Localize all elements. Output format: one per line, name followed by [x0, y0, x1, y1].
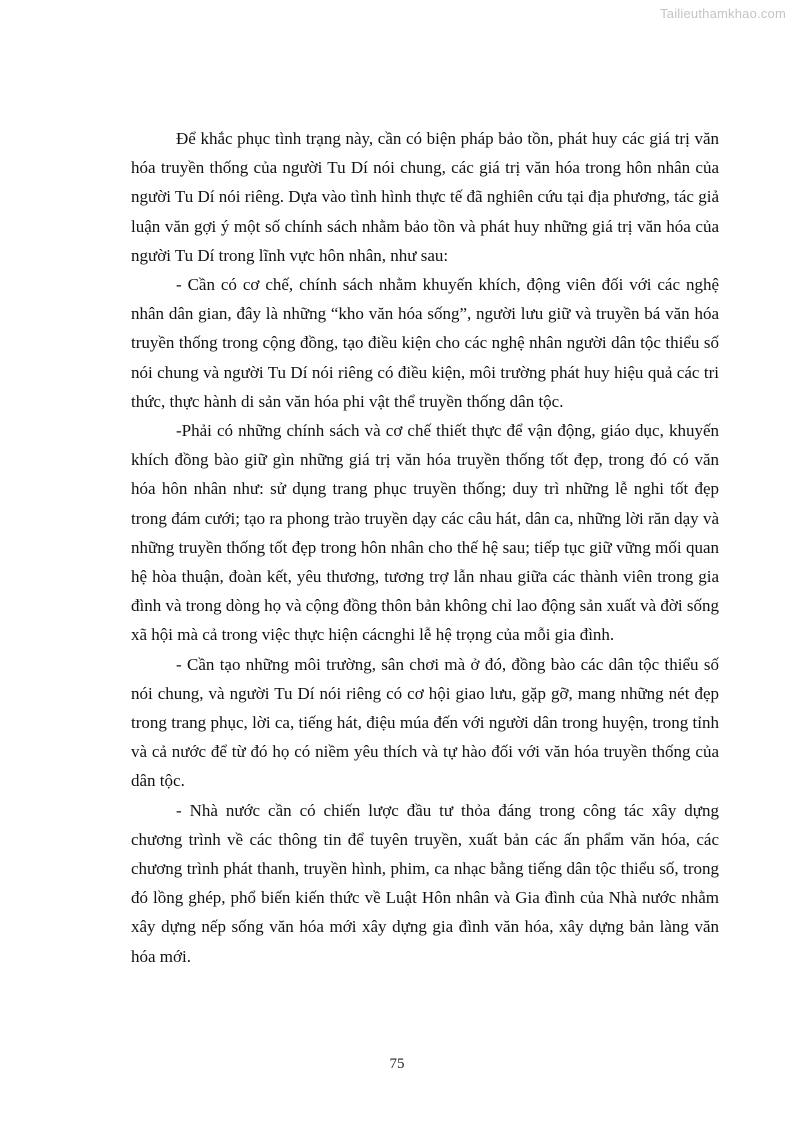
paragraph-tradition-policy: -Phải có những chính sách và cơ chế thiết thực để vận động, giáo dục, khuyến khích đồng bào giữ gìn những giá trị văn hóa truyền thống tốt đẹp, trong đó có văn hóa hôn nhân như: sử dụng trang phục truyền thống; duy trì những lễ nghi tốt đẹp trong đám cưới; tạo ra phong trào truyền dạy các câu hát, dân ca, những lời răn dạy và những truyền thống tốt đẹp trong hôn nhân cho thế hệ sau; tiếp tục giữ vững mối quan hệ hòa thuận, đoàn kết, yêu thương, tương trợ lẫn nhau giữa các thành viên trong gia đình và trong dòng họ và cộng đồng thôn bản không chỉ lao động sản xuất và đời sống xã hội mà cả trong việc thực hiện cácnghi lễ hệ trọng của mỗi gia đình. [131, 421, 719, 645]
paragraph-cultural-exchange: - Cần tạo những môi trường, sân chơi mà ở đó, đồng bào các dân tộc thiểu số nói chung, và người Tu Dí nói riêng có cơ hội giao lưu, gặp gỡ, mang những nét đẹp trong trang phục, lời ca, tiếng hát, điệu múa đến với người dân trong huyện, trong tỉnh và cả nước để từ đó họ có niềm yêu thích và tự hào đối với văn hóa truyền thống của dân tộc. [131, 654, 719, 791]
document-body [131, 124, 719, 971]
paragraph-intro: Để khắc phục tình trạng này, cần có biện pháp bảo tồn, phát huy các giá trị văn hóa truyền thống của người Tu Dí nói chung, các giá trị văn hóa trong hôn nhân của người Tu Dí nói riêng. Dựa vào tình hình thực tế đã nghiên cứu tại địa phương, tác giả luận văn gợi ý một số chính sách nhằm bảo tồn và phát huy những giá trị văn hóa của người Tu Dí trong lĩnh vực hôn nhân, như sau: [131, 129, 719, 265]
watermark: Tailieuthamkhao.com [660, 6, 786, 21]
paragraph-state-investment: - Nhà nước cần có chiến lược đầu tư thỏa đáng trong công tác xây dựng chương trình về các thông tin để tuyên truyền, xuất bản các ấn phẩm văn hóa, các chương trình phát thanh, truyền hình, phim, ca nhạc bằng tiếng dân tộc thiểu số, trong đó lồng ghép, phổ biến kiến thức về Luật Hôn nhân và Gia đình của Nhà nước nhằm xây dựng nếp sống văn hóa mới xây dựng gia đình văn hóa, xây dựng bản làng văn hóa mới. [131, 800, 719, 966]
page-number: 75 [389, 1056, 405, 1072]
paragraph-artisans-policy: - Cần có cơ chế, chính sách nhằm khuyến khích, động viên đối với các nghệ nhân dân gian, đây là những “kho văn hóa sống”, người lưu giữ và truyền bá văn hóa truyền thống trong cộng đồng, tạo điều kiện cho các nghệ nhân người dân tộc thiểu số nói chung và người Tu Dí nói riêng có điều kiện, môi trường phát huy hiệu quả các tri thức, thực hành di sản văn hóa phi vật thể truyền thống dân tộc. [131, 275, 719, 411]
